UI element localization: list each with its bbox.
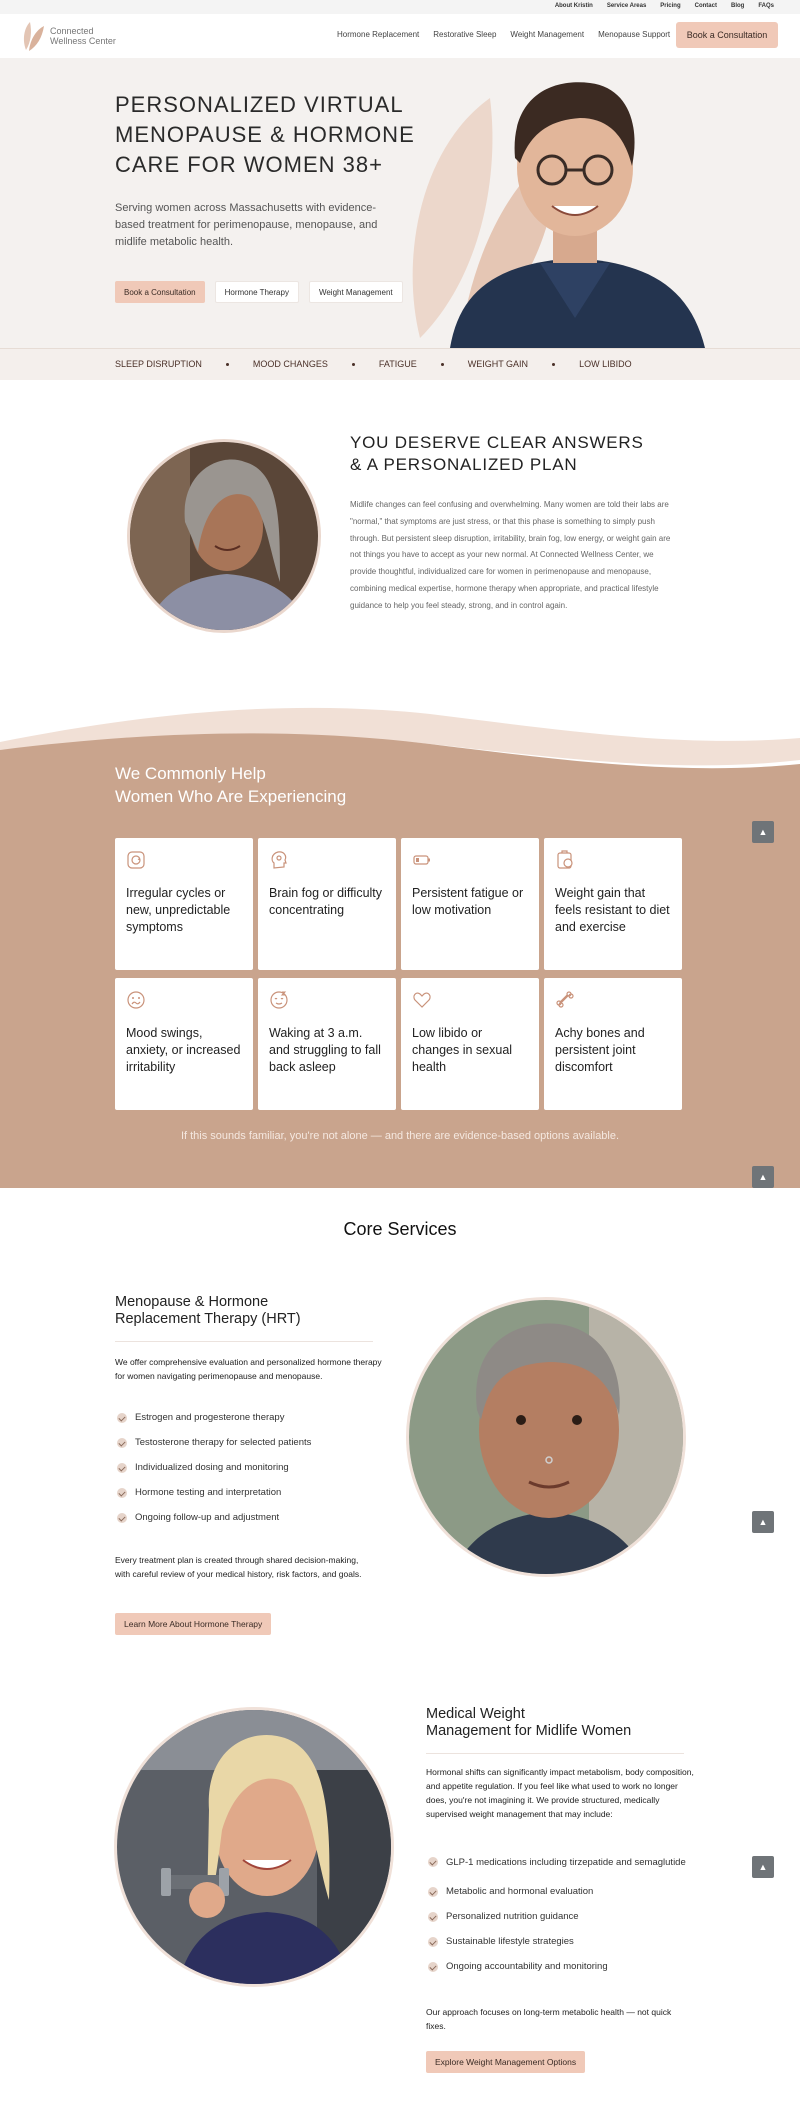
weight-title-line1: Medical Weight <box>426 1706 525 1722</box>
weight-outro: Our approach focuses on long-term metabolic health — not quick fixes. <box>426 2007 672 2031</box>
strip-separator <box>226 363 229 366</box>
hero-title: PERSONALIZED VIRTUAL MENOPAUSE & HORMONE CARE FOR WOMEN 38+ <box>115 92 415 177</box>
symptom-card-label: Achy bones and persistent joint discomfort <box>555 1026 645 1074</box>
weight-title-line2: Management for Midlife Women <box>426 1723 632 1739</box>
header-consultation-button[interactable]: Book a Consultation <box>676 22 778 48</box>
answers-body: Midlife changes can feel confusing and overwhelming. Many women are told their labs are "normal," that symptoms are just stress, or that this phase is something to simply push through. But persistent sleep disruption, irritability, brain fog, low energy, or weight gain are not things you have to accept as your new normal. At Connected Wellness Center, we provide thoughtful, individualized care for women in perimenopause and menopause, combining medical expertise, hormone therapy when appropriate, and practical lifestyle guidance to help you feel steady, strong, and in control again. <box>350 500 671 610</box>
hero-weight-management-button[interactable]: Weight Management <box>309 281 403 303</box>
symptom-card-label: Weight gain that feels resistant to diet and exercise <box>555 886 670 934</box>
cycle-icon <box>126 850 146 870</box>
symptom-card <box>258 838 396 970</box>
nav-item-restorative-sleep[interactable]: Restorative Sleep <box>433 30 497 39</box>
check-icon <box>428 1857 438 1867</box>
check-icon <box>117 1488 127 1498</box>
check-icon <box>117 1513 127 1523</box>
weight-portrait-image <box>114 1707 394 1987</box>
utility-link-contact[interactable]: Contact <box>694 3 717 9</box>
check-icon <box>428 1937 438 1947</box>
weight-list-item: GLP-1 medications including tirzepatide and semaglutide <box>428 1845 688 1879</box>
symptoms-section <box>0 700 800 1188</box>
hero-consultation-button[interactable]: Book a Consultation <box>115 281 205 303</box>
scroll-top-button[interactable] <box>752 1166 774 1188</box>
weight-divider <box>426 1753 684 1754</box>
utility-link-blog[interactable]: Blog <box>730 3 745 9</box>
symptom-card <box>115 978 253 1110</box>
symptom-card <box>258 978 396 1110</box>
brand-logo[interactable] <box>20 20 116 52</box>
utility-link-pricing[interactable]: Pricing <box>660 3 681 9</box>
hrt-list-item: Testosterone therapy for selected patients <box>117 1430 311 1455</box>
strip-item-libido: LOW LIBIDO <box>579 359 632 369</box>
hrt-list-item: Estrogen and progesterone therapy <box>117 1405 311 1430</box>
main-nav <box>337 30 670 39</box>
symptom-card-label: Brain fog or difficulty concentrating <box>269 886 383 917</box>
weight-list-item: Ongoing accountability and monitoring <box>428 1954 688 1979</box>
hero-section <box>0 58 800 348</box>
symptoms-title-line2: Women Who Are Experiencing <box>115 787 347 806</box>
nav-item-menopause-support[interactable]: Menopause Support <box>598 30 671 39</box>
brand-name-line1: Connected <box>50 26 94 36</box>
answers-title-line2: & A PERSONALIZED PLAN <box>350 455 578 474</box>
weight-list-item: Metabolic and hormonal evaluation <box>428 1879 688 1904</box>
weight-list-item: Personalized nutrition guidance <box>428 1904 688 1929</box>
bone-icon <box>555 990 575 1010</box>
hero-subtitle: Serving women across Massachusetts with evidence-based treatment for perimenopause, menopause, and midlife metabolic health. <box>115 202 378 248</box>
symptom-card <box>401 978 539 1110</box>
scroll-top-button[interactable] <box>752 1856 774 1878</box>
check-icon <box>117 1438 127 1448</box>
scale-icon <box>555 850 575 870</box>
chevron-up-icon: ▲ <box>758 827 768 837</box>
hrt-title <box>115 1294 385 1328</box>
chevron-up-icon: ▲ <box>758 1172 768 1182</box>
utility-link-service-areas[interactable]: Service Areas <box>606 3 647 9</box>
hrt-outro: Every treatment plan is created through shared decision-making, with careful review of your medical history, risk factors, and goals. <box>115 1555 362 1579</box>
nav-item-weight-management[interactable]: Weight Management <box>510 30 585 39</box>
check-icon <box>117 1463 127 1473</box>
check-icon <box>428 1887 438 1897</box>
sleep-icon <box>269 990 289 1010</box>
answers-title <box>350 432 680 476</box>
hero-hormone-therapy-button[interactable]: Hormone Therapy <box>215 281 299 303</box>
strip-item-weight: WEIGHT GAIN <box>467 359 529 369</box>
leaf-logo-icon <box>20 20 46 52</box>
heart-icon <box>412 990 432 1010</box>
answers-title-line1: YOU DESERVE CLEAR ANSWERS <box>350 433 644 452</box>
learn-more-hormone-therapy-button[interactable]: Learn More About Hormone Therapy <box>115 1613 271 1635</box>
nav-item-hormone-replacement[interactable]: Hormone Replacement <box>337 30 420 39</box>
weight-intro: Hormonal shifts can significantly impact metabolism, body composition, and appetite regulation. If you feel like what used to work no longer does, you're not imagining it. We provide structured, medically supervised weight management that may include: <box>426 1767 694 1819</box>
weight-title <box>426 1706 696 1740</box>
utility-link-faqs[interactable]: FAQs <box>758 3 774 9</box>
hrt-title-line1: Menopause & Hormone <box>115 1294 269 1310</box>
symptom-card <box>401 838 539 970</box>
scroll-top-button[interactable] <box>752 821 774 843</box>
battery-icon <box>412 850 432 870</box>
chevron-up-icon: ▲ <box>758 1862 768 1872</box>
symptom-cards <box>115 838 685 1110</box>
symptom-card-label: Waking at 3 a.m. and struggling to fall back asleep <box>269 1026 381 1074</box>
strip-item-sleep: SLEEP DISRUPTION <box>115 359 202 369</box>
hrt-list-item: Hormone testing and interpretation <box>117 1480 311 1505</box>
symptoms-title-line1: We Commonly Help <box>115 764 266 783</box>
symptom-card <box>544 978 682 1110</box>
hrt-intro: We offer comprehensive evaluation and personalized hormone therapy for women navigating perimenopause and menopause. <box>115 1357 382 1381</box>
strip-separator <box>352 363 355 366</box>
symptom-card <box>115 838 253 970</box>
strip-item-mood: MOOD CHANGES <box>252 359 328 369</box>
utility-link-about[interactable]: About Kristin <box>554 3 593 9</box>
check-icon <box>428 1962 438 1972</box>
symptom-card-label: Low libido or changes in sexual health <box>412 1026 513 1074</box>
hrt-divider <box>115 1341 373 1342</box>
symptom-card-label: Persistent fatigue or low motivation <box>412 886 524 917</box>
hrt-checklist <box>117 1405 311 1530</box>
strip-separator <box>552 363 555 366</box>
symptom-card <box>544 838 682 970</box>
explore-weight-management-button[interactable]: Explore Weight Management Options <box>426 2051 585 2073</box>
utility-nav <box>555 3 774 9</box>
core-services-title: Core Services <box>343 1219 457 1239</box>
hrt-list-item: Individualized dosing and monitoring <box>117 1455 311 1480</box>
strip-separator <box>441 363 444 366</box>
answers-portrait-image <box>127 439 321 633</box>
hrt-title-line2: Replacement Therapy (HRT) <box>115 1311 301 1327</box>
symptoms-title <box>115 762 415 808</box>
weight-list-item: Sustainable lifestyle strategies <box>428 1929 688 1954</box>
site-header <box>0 14 800 58</box>
mood-icon <box>126 990 146 1010</box>
brand-name-line2: Wellness Center <box>50 36 116 46</box>
symptom-card-label: Irregular cycles or new, unpredictable symptoms <box>126 886 231 934</box>
weight-checklist <box>428 1845 688 1979</box>
chevron-up-icon: ▲ <box>758 1517 768 1527</box>
symptoms-note: If this sounds familiar, you're not alone — and there are evidence-based options available. <box>180 1130 620 1142</box>
hero-buttons <box>115 281 403 303</box>
utility-bar <box>0 0 800 14</box>
check-icon <box>117 1413 127 1423</box>
symptom-card-label: Mood swings, anxiety, or increased irritability <box>126 1026 241 1074</box>
hero-portrait-image <box>440 58 710 348</box>
brain-icon <box>269 850 289 870</box>
scroll-top-button[interactable] <box>752 1511 774 1533</box>
hrt-portrait-image <box>406 1297 686 1577</box>
hrt-list-item: Ongoing follow-up and adjustment <box>117 1505 311 1530</box>
strip-item-fatigue: FATIGUE <box>378 359 417 369</box>
symptom-strip <box>0 348 800 380</box>
check-icon <box>428 1912 438 1922</box>
